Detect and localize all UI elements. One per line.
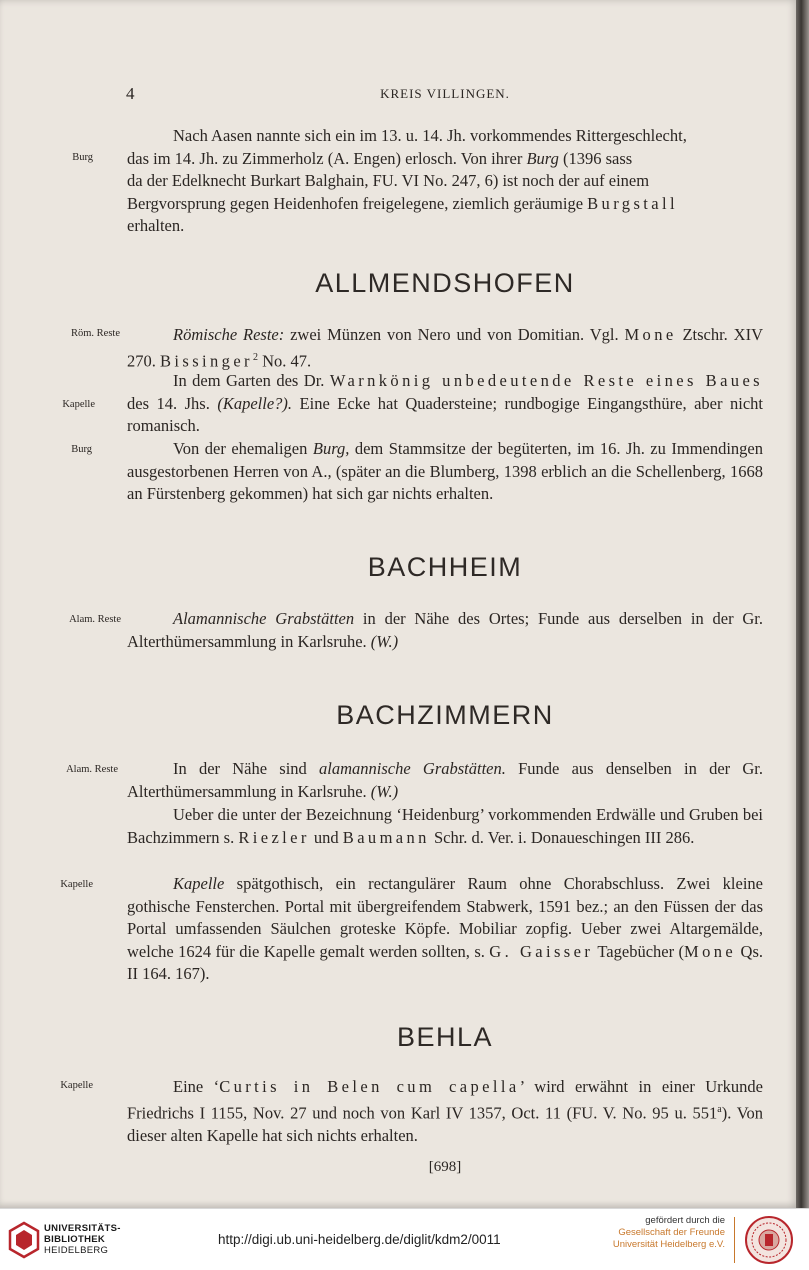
- permalink-url[interactable]: http://digi.ub.uni-heidelberg.de/diglit/kdm2/0011: [218, 1232, 501, 1247]
- margin-note-alam-reste-2: Alam. Reste: [66, 764, 118, 775]
- section-title-allmendshofen: ALLMENDSHOFEN: [315, 268, 575, 298]
- margin-note-alam-reste: Alam. Reste: [69, 614, 121, 625]
- margin-note-kapelle-2: Kapelle: [60, 879, 93, 890]
- running-title: KREIS VILLINGEN.: [380, 86, 510, 101]
- margin-note-burg: Burg: [72, 152, 93, 163]
- university-seal-icon: [744, 1215, 794, 1270]
- page-number: 4: [126, 84, 135, 103]
- viewer-footer: [0, 1208, 809, 1270]
- page-marker: [698]: [428, 1159, 462, 1175]
- bachzimmern-paragraph-1: In der Nähe sind alamannische Grabstätten. Funde aus denselben in der Gr. Alterthümersammlung in Karlsruhe. (W.): [127, 759, 763, 801]
- allmendshofen-paragraph-3: Von der ehemaligen Burg, dem Stammsitze der begüterten, im 16. Jh. zu Immendingen ausgestorbenen Herren von A., (später an die Blumberg, 1398 erblich an die Schellenberg, 1668 an Fürstenberg gekommen) hat sich gar nichts erhalten.: [127, 439, 764, 503]
- section-title-bachheim: BACHHEIM: [367, 552, 523, 582]
- bachzimmern-paragraph-2: Ueber die unter der Bezeichnung ‘Heidenburg’ vorkommenden Erdwälle und Gruben bei Bachzimmern s. Riezler und Baumann Schr. d. Ver. i. Donaueschingen III 286.: [127, 805, 763, 847]
- margin-note-kapelle-3: Kapelle: [60, 1080, 93, 1091]
- margin-note-burg-2: Burg: [71, 444, 92, 455]
- margin-note-kapelle: Kapelle: [62, 399, 95, 410]
- library-logo-icon[interactable]: [8, 1221, 40, 1264]
- allmendshofen-paragraph-1: Römische Reste: zwei Münzen von Nero und von Domitian. Vgl. Mone Ztschr. XIV 270. Bissinger$^2$ No. 47.: [127, 325, 763, 370]
- behla-paragraph-1: Eine ‘Curtis in Belen cum capella’ wird erwähnt in einer Urkunde Friedrichs I 1155, Nov. 27 und noch von Karl IV 1357, Oct. 11 (FU. V. No. 95 u. 551$^a$). Von dieser alten Kapelle hat sich nichts erhalten.: [127, 1077, 763, 1145]
- bachheim-paragraph-1: Alamannische Grabstätten in der Nähe des Ortes; Funde aus derselben in der Gr. Alterthümersammlung in Karlsruhe. (W.): [127, 609, 763, 651]
- allmendshofen-paragraph-2: In dem Garten des Dr. Warnkönig unbedeutende Reste eines Baues des 14. Jhs. (Kapelle?). Eine Ecke hat Quadersteine; rundbogige Eingangsthüre, aber nicht romanisch.: [127, 371, 763, 435]
- sponsor-credit[interactable]: gefördert durch die Gesellschaft der Freunde Universität Heidelberg e.V.: [612, 1215, 725, 1250]
- page-edge-shadow: [796, 0, 809, 1208]
- library-name[interactable]: UNIVERSITÄTS- BIBLIOTHEK HEIDELBERG: [44, 1223, 121, 1256]
- bachzimmern-paragraph-3: Kapelle spätgothisch, ein rectangulärer Raum ohne Chorabschluss. Zwei kleine gothische Fensterchen. Portal mit übergreifendem Stabwerk, 1591 bez.; an den Füssen der das Portal umfassenden Säulchen groteske Köpfe. Mobiliar zopfig. Ueber zwei Altargemälde, welche 1624 für die Kapelle gemalt werden sollten, s. G. Gaisser Tagebücher (Mone Qs. II 164. 167).: [127, 874, 763, 983]
- sponsor-divider: [734, 1217, 735, 1263]
- page-header: [0, 84, 800, 108]
- intro-paragraph: Nach Aasen nannte sich ein im 13. u. 14. Jh. vorkommendes Rittergeschlecht, das im 14. Jh. zu Zimmerholz (A. Engen) erlosch. Von ihrer Burg (1396 sass da der Edelknecht Burkart Balghain, FU. VI No. 247, 6) ist noch der auf einem Bergvorsprung gegen Heidenhofen freigelegene, ziemlich geräumige Burgstall erhalten.: [127, 126, 687, 235]
- margin-note-roem-reste: Röm. Reste: [71, 328, 120, 339]
- section-title-bachzimmern: BACHZIMMERN: [336, 700, 554, 730]
- section-title-behla: BEHLA: [396, 1022, 494, 1052]
